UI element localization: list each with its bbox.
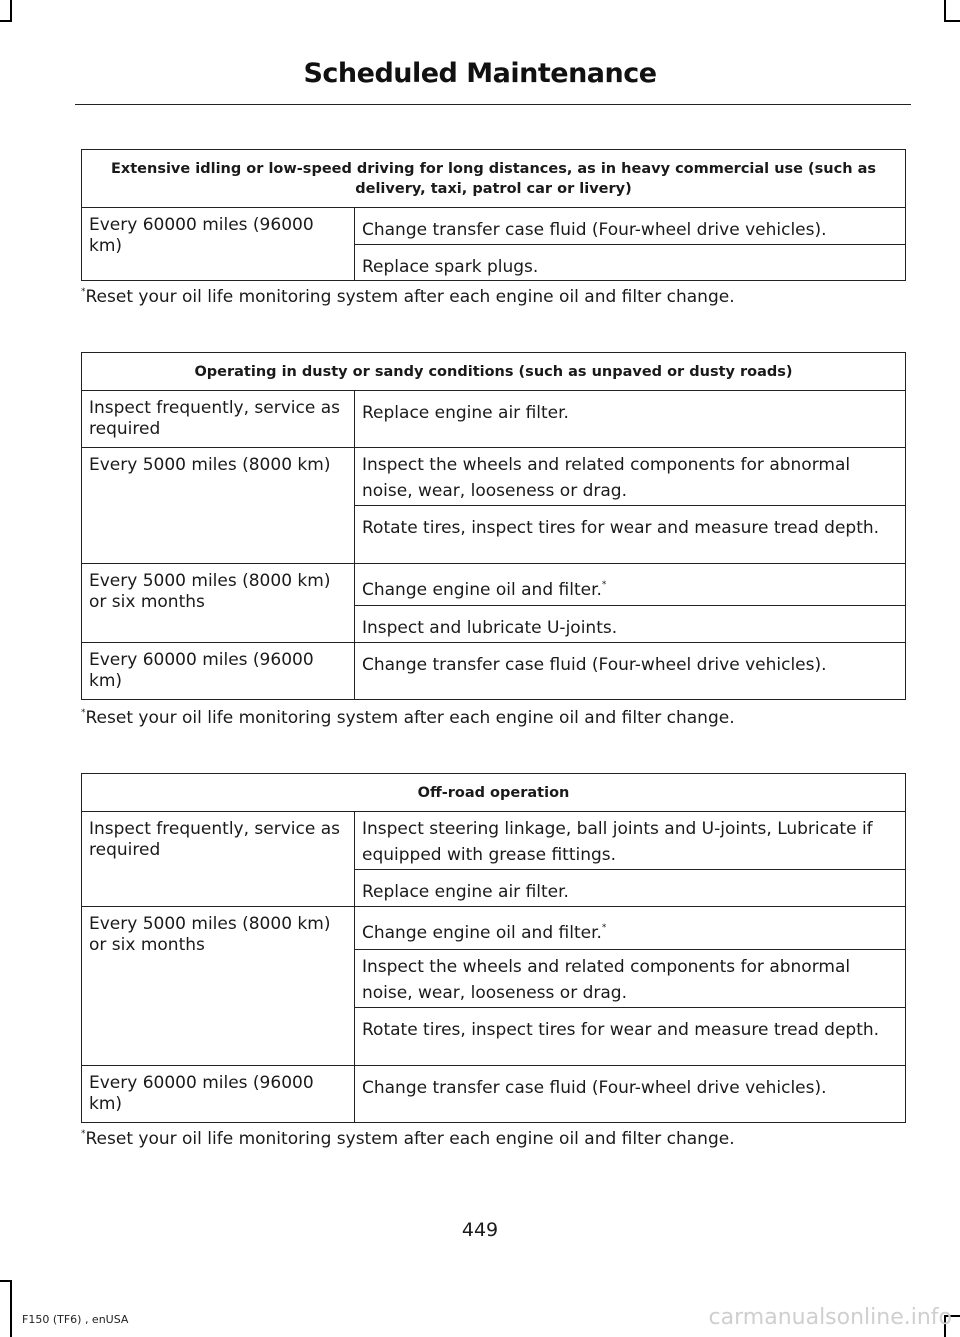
crop-mark bbox=[10, 1280, 12, 1337]
interval-cell: Every 60000 miles (96000 km) bbox=[82, 1066, 355, 1123]
crop-mark bbox=[0, 1280, 12, 1282]
footnote: *Reset your oil life monitoring system after each engine oil and filter change. bbox=[81, 708, 735, 728]
interval-cell: Inspect frequently, service as required bbox=[82, 391, 355, 448]
maintenance-table-idling bbox=[81, 149, 906, 281]
table-header: Extensive idling or low-speed driving for long distances, as in heavy commercial use (such as delivery, taxi, patrol car or livery) bbox=[82, 150, 906, 208]
action-cell: Rotate tires, inspect tires for wear and measure tread depth. bbox=[355, 1008, 906, 1066]
action-cell: Change engine oil and filter.* bbox=[355, 564, 906, 606]
footer-document-id: F150 (TF6) , enUSA bbox=[22, 1313, 129, 1326]
interval-cell: Every 5000 miles (8000 km) or six months bbox=[82, 564, 355, 643]
action-cell: Change transfer case fluid (Four-wheel drive vehicles). bbox=[355, 643, 906, 700]
crop-mark bbox=[10, 0, 12, 22]
action-cell: Inspect and lubricate U-joints. bbox=[355, 606, 906, 643]
header-divider bbox=[75, 104, 911, 105]
action-cell: Inspect the wheels and related components for abnormal noise, wear, looseness or drag. bbox=[355, 448, 906, 506]
page-title: Scheduled Maintenance bbox=[303, 58, 657, 89]
footnote: *Reset your oil life monitoring system after each engine oil and filter change. bbox=[81, 287, 735, 307]
action-cell: Rotate tires, inspect tires for wear and measure tread depth. bbox=[355, 506, 906, 564]
maintenance-table-offroad bbox=[81, 773, 906, 1123]
interval-cell: Every 60000 miles (96000 km) bbox=[82, 208, 355, 281]
action-cell: Inspect the wheels and related components for abnormal noise, wear, looseness or drag. bbox=[355, 950, 906, 1008]
action-cell: Inspect steering linkage, ball joints and U-joints, Lubricate if equipped with grease fittings. bbox=[355, 812, 906, 870]
interval-cell: Every 5000 miles (8000 km) or six months bbox=[82, 907, 355, 1066]
action-cell: Replace spark plugs. bbox=[355, 245, 906, 281]
action-cell: Change transfer case fluid (Four-wheel drive vehicles). bbox=[355, 1066, 906, 1123]
action-cell: Change transfer case fluid (Four-wheel drive vehicles). bbox=[355, 208, 906, 245]
table-header: Operating in dusty or sandy conditions (such as unpaved or dusty roads) bbox=[82, 353, 906, 391]
action-cell: Change engine oil and filter.* bbox=[355, 907, 906, 950]
maintenance-table-dusty bbox=[81, 352, 906, 700]
crop-mark bbox=[944, 0, 946, 22]
action-cell: Replace engine air filter. bbox=[355, 870, 906, 907]
crop-mark bbox=[946, 20, 960, 22]
action-cell: Replace engine air filter. bbox=[355, 391, 906, 448]
table-header: Off-road operation bbox=[82, 774, 906, 812]
interval-cell: Inspect frequently, service as required bbox=[82, 812, 355, 907]
watermark: carmanualsonline.info bbox=[708, 1305, 952, 1330]
footnote: *Reset your oil life monitoring system after each engine oil and filter change. bbox=[81, 1129, 735, 1149]
interval-cell: Every 60000 miles (96000 km) bbox=[82, 643, 355, 700]
page-number: 449 bbox=[461, 1219, 499, 1241]
interval-cell: Every 5000 miles (8000 km) bbox=[82, 448, 355, 564]
crop-mark bbox=[0, 20, 12, 22]
